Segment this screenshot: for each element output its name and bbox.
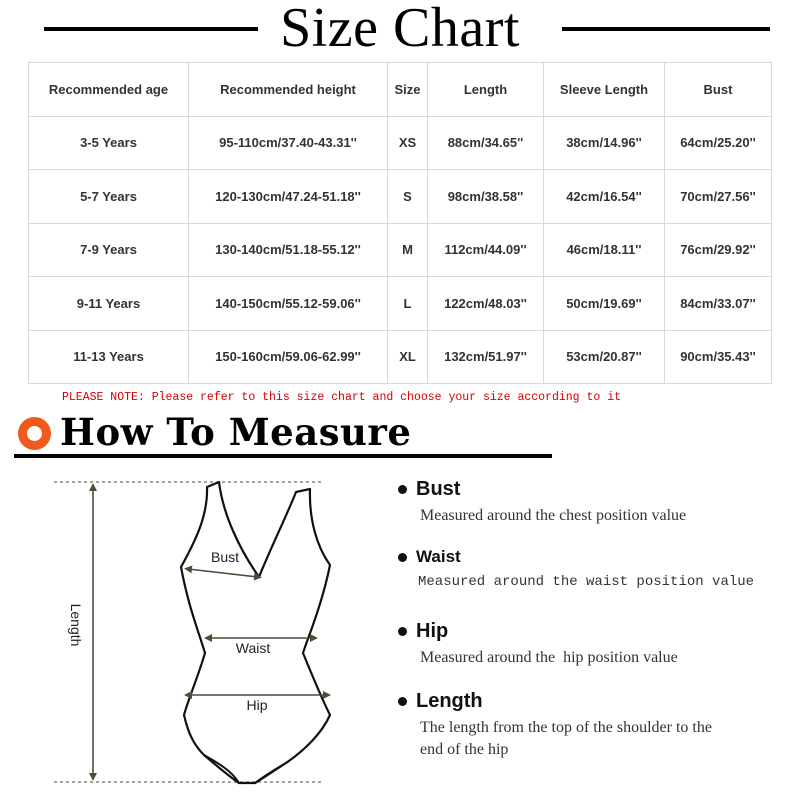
measure-item-hip (398, 620, 678, 669)
title-rule-right (562, 27, 770, 31)
table-cell: 7-9 Years (29, 223, 189, 277)
measure-heading: Hip (416, 620, 449, 642)
table-cell: 38cm/14.96'' (544, 116, 665, 170)
page-title: Size Chart (280, 0, 520, 59)
table-cell: 53cm/20.87'' (544, 330, 665, 384)
measure-item-length (398, 690, 730, 761)
size-note: PLEASE NOTE: Please refer to this size chart and choose your size according to it (62, 391, 621, 404)
bullet-dot-icon (398, 697, 407, 706)
length-label: Length (68, 603, 84, 647)
measure-description: The length from the top of the shoulder to the end of the hip (420, 719, 712, 758)
measure-item-waist (398, 547, 754, 593)
swimsuit-outline (181, 482, 330, 783)
table-cell: 120-130cm/47.24-51.18'' (189, 170, 388, 224)
section-underline (14, 454, 552, 458)
table-cell: L (388, 277, 428, 331)
table-cell: 95-110cm/37.40-43.31'' (189, 116, 388, 170)
table-row (29, 277, 772, 331)
column-header: Sleeve Length (544, 63, 665, 117)
bullet-dot-icon (398, 485, 407, 494)
column-header: Recommended age (29, 63, 189, 117)
table-cell: 70cm/27.56'' (665, 170, 772, 224)
table-row (29, 170, 772, 224)
measure-item-bust (398, 478, 686, 527)
measure-description: Measured around the chest position value (420, 507, 687, 524)
table-cell: 9-11 Years (29, 277, 189, 331)
table-cell: 130-140cm/51.18-55.12'' (189, 223, 388, 277)
table-cell: 46cm/18.11'' (544, 223, 665, 277)
bust-arrow (188, 569, 258, 577)
table-cell: 42cm/16.54'' (544, 170, 665, 224)
leg-opening-right (255, 763, 286, 783)
table-cell: XL (388, 330, 428, 384)
measure-description: Measured around the waist position value (418, 574, 755, 590)
table-cell: 5-7 Years (29, 170, 189, 224)
table-cell: M (388, 223, 428, 277)
measure-heading: Length (416, 690, 483, 712)
table-cell: 88cm/34.65'' (428, 116, 544, 170)
table-header-row (29, 63, 772, 117)
column-header: Size (388, 63, 428, 117)
table-cell: 122cm/48.03'' (428, 277, 544, 331)
table-cell: 90cm/35.43'' (665, 330, 772, 384)
table-cell: 98cm/38.58'' (428, 170, 544, 224)
how-to-measure-header (0, 410, 800, 460)
bust-label: Bust (210, 549, 240, 565)
waist-label: Waist (235, 640, 271, 656)
table-cell: 64cm/25.20'' (665, 116, 772, 170)
table-cell: 150-160cm/59.06-62.99'' (189, 330, 388, 384)
table-row (29, 330, 772, 384)
table-cell: 140-150cm/55.12-59.06'' (189, 277, 388, 331)
size-chart-header (0, 0, 800, 58)
bullet-dot-icon (398, 553, 407, 562)
table-cell: 76cm/29.92'' (665, 223, 772, 277)
measure-description: Measured around the hip position value (420, 649, 678, 666)
size-chart-table (28, 62, 772, 384)
table-cell: 11-13 Years (29, 330, 189, 384)
table-cell: S (388, 170, 428, 224)
column-header: Length (428, 63, 544, 117)
table-cell: 3-5 Years (29, 116, 189, 170)
table-row (29, 223, 772, 277)
column-header: Bust (665, 63, 772, 117)
hip-label: Hip (246, 697, 268, 713)
column-header: Recommended height (189, 63, 388, 117)
table-cell: 50cm/19.69'' (544, 277, 665, 331)
swimsuit-diagram (0, 465, 380, 800)
bullet-dot-icon (398, 627, 407, 636)
table-cell: 132cm/51.97'' (428, 330, 544, 384)
section-title: How To Measure (60, 410, 412, 454)
orange-ring-icon (18, 417, 51, 450)
table-cell: XS (388, 116, 428, 170)
table-cell: 112cm/44.09'' (428, 223, 544, 277)
table-row (29, 116, 772, 170)
table-cell: 84cm/33.07'' (665, 277, 772, 331)
measure-heading: Bust (416, 478, 461, 500)
measure-heading: Waist (416, 547, 461, 566)
